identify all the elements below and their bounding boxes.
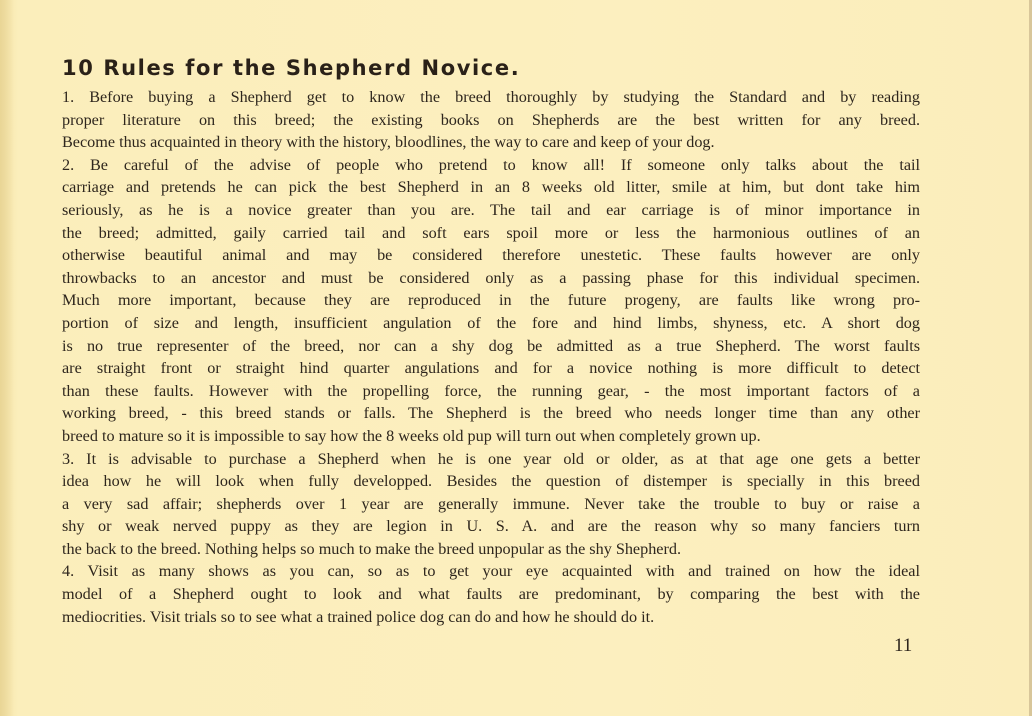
text-line: portion of size and length, insufficient angulation of the fore and hind limbs, shyness, etc. A short dog bbox=[62, 313, 920, 332]
text-line: idea how he will look when fully developped. Besides the question of distemper is specially in this breed bbox=[62, 472, 920, 491]
text-line: working breed, - this breed stands or falls. The Shepherd is the breed who needs longer time than any other bbox=[62, 404, 920, 423]
text-line: the back to the breed. Nothing helps so much to make the breed unpopular as the shy Shepherd. bbox=[62, 539, 682, 558]
text-line: shy or weak nerved puppy as they are legion in U. S. A. and are the reason why so many fanciers turn bbox=[62, 517, 920, 536]
text-line: proper literature on this breed; the existing books on Shepherds are the best written for any breed. bbox=[62, 110, 920, 129]
text-line: throwbacks to an ancestor and must be considered only as a passing phase for this individual specimen. bbox=[62, 268, 920, 287]
text-line: model of a Shepherd ought to look and what faults are predominant, by comparing the best with the bbox=[62, 585, 920, 604]
text-line: seriously, as he is a novice greater than you are. The tail and ear carriage is of minor importance in bbox=[62, 200, 920, 219]
text-line: is no true representer of the breed, nor can a shy dog be admitted as a true Shepherd. The worst faults bbox=[62, 336, 920, 355]
text-line: Become thus acquainted in theory with the history, bloodlines, the way to care and keep of your dog. bbox=[62, 133, 715, 152]
text-line: mediocrities. Visit trials so to see what a trained police dog can do and how he should do it. bbox=[62, 607, 655, 626]
text-line: 1. Before buying a Shepherd get to know the breed thoroughly by studying the Standard and by reading bbox=[62, 88, 920, 106]
page-title: 10 Rules for the Shepherd Novice. bbox=[62, 56, 521, 80]
body-text bbox=[62, 86, 920, 628]
text-line: 4. Visit as many shows as you can, so as to get your eye acquainted with and trained on how the ideal bbox=[62, 562, 920, 581]
text-line: breed to mature so it is impossible to say how the 8 weeks old pup will turn out when completely grown up. bbox=[62, 426, 761, 445]
text-line: a very sad affair; shepherds over 1 year are generally immune. Never take the trouble to buy or raise a bbox=[62, 494, 920, 513]
text-line: 2. Be careful of the advise of people who pretend to know all! If someone only talks about the tail bbox=[62, 155, 920, 174]
text-line: than these faults. However with the propelling force, the running gear, - the most important factors of a bbox=[62, 381, 920, 400]
page-number: 11 bbox=[894, 635, 913, 656]
text-line: Much more important, because they are reproduced in the future progeny, are faults like wrong pro- bbox=[62, 291, 920, 310]
text-line: otherwise beautiful animal and may be considered therefore unestetic. These faults however are only bbox=[62, 246, 920, 265]
text-line: the breed; admitted, gaily carried tail and soft ears spoil more or less the harmonious outlines of an bbox=[62, 223, 920, 242]
text-line: are straight front or straight hind quarter angulations and for a novice nothing is more difficult to detect bbox=[62, 359, 920, 378]
page-gutter-shadow bbox=[0, 0, 14, 716]
text-line: carriage and pretends he can pick the best Shepherd in an 8 weeks old litter, smile at him, but dont take him bbox=[62, 178, 920, 197]
text-line: 3. It is advisable to purchase a Shepherd when he is one year old or older, as at that age one gets a better bbox=[62, 449, 920, 468]
